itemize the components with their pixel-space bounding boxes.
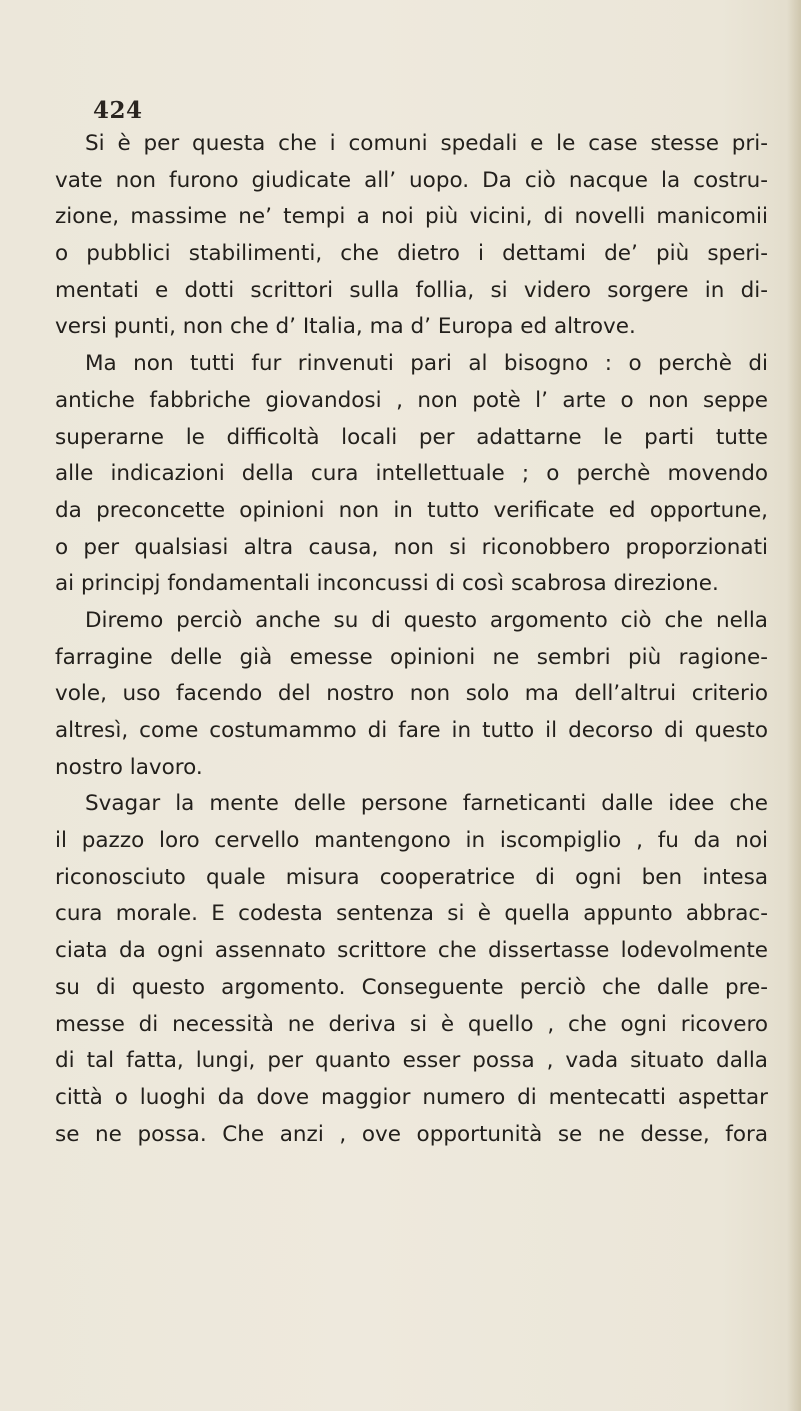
text-line: altresì, come costumammo di fare in tutto il decorso di questo <box>55 718 768 743</box>
text-line: città o luoghi da dove maggior numero di mentecatti aspettar <box>55 1084 768 1110</box>
text-line: nostro lavoro. <box>55 754 203 780</box>
text-line: alle indicazioni della cura intellettuale ; o perchè movendo <box>55 461 768 487</box>
text-line: riconosciuto quale misura cooperatrice di ogni ben intesa <box>55 864 768 890</box>
body-text <box>55 126 768 1153</box>
text-line: su di questo argomento. Conseguente perciò che dalle pre- <box>55 974 768 1000</box>
text-line: messe di necessità ne deriva si è quello , che ogni ricovero <box>55 1011 768 1037</box>
text-line: ai principj fondamentali inconcussi di così scabrosa direzione. <box>55 571 719 597</box>
text-line: antiche fabbriche giovandosi , non potè l’ arte o non seppe <box>55 387 768 413</box>
text-line: zione, massime ne’ tempi a noi più vicini, di novelli manicomii <box>55 204 768 230</box>
text-line: farragine delle già emesse opinioni ne sembri più ragione- <box>55 644 768 670</box>
text-line: di tal fatta, lungi, per quanto esser possa , vada situato dalla <box>55 1048 768 1074</box>
text-line: Si è per questa che i comuni spedali e le case stesse pri- <box>85 131 768 156</box>
text-line: o pubblici stabilimenti, che dietro i dettami de’ più speri- <box>55 241 768 267</box>
text-line: mentati e dotti scrittori sulla follia, si videro sorgere in di- <box>55 277 768 303</box>
text-line: vate non furono giudicate all’ uopo. Da ciò nacque la costru- <box>55 167 768 193</box>
text-line: ciata da ogni assennato scrittore che dissertasse lodevolmente <box>55 938 768 964</box>
page-edge-shadow <box>787 0 801 1411</box>
text-line: o per qualsiasi altra causa, non si riconobbero proporzionati <box>55 534 768 560</box>
text-line: cura morale. E codesta sentenza si è quella appunto abbrac- <box>55 901 768 927</box>
text-line: il pazzo loro cervello mantengono in iscompiglio , fu da noi <box>55 828 768 854</box>
text-line: Svagar la mente delle persone farneticanti dalle idee che <box>85 791 768 817</box>
text-line: Diremo perciò anche su di questo argomento ciò che nella <box>85 607 768 633</box>
text-line: se ne possa. Che anzi , ove opportunità se ne desse, fora <box>55 1121 768 1147</box>
page-number: 424 <box>93 97 143 124</box>
text-line: versi punti, non che d’ Italia, ma d’ Europa ed altrove. <box>55 314 636 340</box>
text-line: da preconcette opinioni non in tutto verificate ed opportune, <box>55 497 768 523</box>
text-line: vole, uso facendo del nostro non solo ma dell’altrui criterio <box>55 681 768 707</box>
text-line: Ma non tutti fur rinvenuti pari al bisogno : o perchè di <box>85 351 768 377</box>
text-line: superarne le difficoltà locali per adattarne le parti tutte <box>55 424 768 450</box>
